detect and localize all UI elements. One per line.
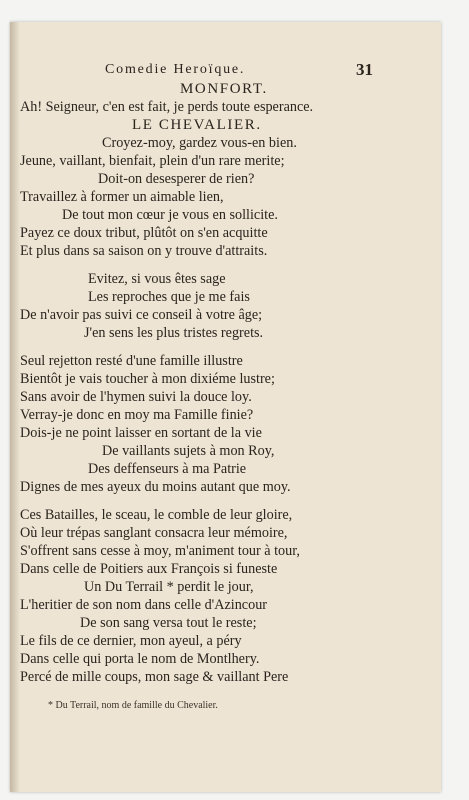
verse-line: Ah! Seigneur, c'en est fait, je perds toute esperance. <box>20 99 314 115</box>
verse-line: Des deffenseurs à ma Patrie <box>88 461 247 477</box>
verse-line: Dans celle qui porta le nom de Montlhery. <box>20 651 260 667</box>
verse-line: S'offrent sans cesse à moy, m'animent tour à tour, <box>20 543 300 559</box>
verse-line: Dois-je ne point laisser en sortant de la vie <box>20 425 262 441</box>
verse-line: Croyez-moy, gardez vous-en bien. <box>102 135 297 151</box>
verse-line: Un Du Terrail * perdit le jour, <box>84 579 254 595</box>
verse-line: De tout mon cœur je vous en sollicite. <box>62 207 278 223</box>
speaker-chevalier: LE CHEVALIER. <box>132 117 262 133</box>
verse-line: Dignes de mes ayeux du moins autant que moy. <box>20 479 291 495</box>
page-gutter <box>10 22 20 792</box>
verse-line: Où leur trépas sanglant consacra leur mémoire, <box>20 525 288 541</box>
footnote: * Du Terrail, nom de famille du Chevalier. <box>48 700 218 711</box>
verse-line: Ces Batailles, le sceau, le comble de leur gloire, <box>20 507 293 523</box>
verse-line: Percé de mille coups, mon sage & vaillant Pere <box>20 669 289 685</box>
verse-line: Travaillez à former un aimable lien, <box>20 189 224 205</box>
verse-line: Jeune, vaillant, bienfait, plein d'un rare merite; <box>20 153 285 169</box>
page-number: 31 <box>356 60 373 79</box>
verse-line: De n'avoir pas suivi ce conseil à votre âge; <box>20 307 263 323</box>
verse-line: L'heritier de son nom dans celle d'Azincour <box>20 597 268 613</box>
verse-line: Payez ce doux tribut, plûtôt on s'en acquitte <box>20 225 268 241</box>
verse-line: Sans avoir de l'hymen suivi la douce loy. <box>20 389 252 405</box>
speaker-monfort: MONFORT. <box>180 81 268 97</box>
verse-line: Les reproches que je me fais <box>88 289 250 305</box>
running-title: Comedie Heroïque. <box>105 62 246 77</box>
verse-line: J'en sens les plus tristes regrets. <box>84 325 264 341</box>
verse-line: Evitez, si vous êtes sage <box>88 271 226 287</box>
verse-line: Et plus dans sa saison on y trouve d'attraits. <box>20 243 268 259</box>
verse-line: Bientôt je vais toucher à mon dixiéme lustre; <box>20 371 275 387</box>
verse-line: Seul rejetton resté d'une famille illustre <box>20 353 243 369</box>
verse-line: Doit-on desesperer de rien? <box>98 171 255 187</box>
verse-line: De son sang versa tout le reste; <box>80 615 257 631</box>
verse-line: Le fils de ce dernier, mon ayeul, a péry <box>20 633 242 649</box>
running-header <box>0 62 469 82</box>
verse-line: Verray-je donc en moy ma Famille finie? <box>20 407 254 423</box>
verse-line: Dans celle de Poitiers aux François si funeste <box>20 561 278 577</box>
verse-line: De vaillants sujets à mon Roy, <box>102 443 275 459</box>
